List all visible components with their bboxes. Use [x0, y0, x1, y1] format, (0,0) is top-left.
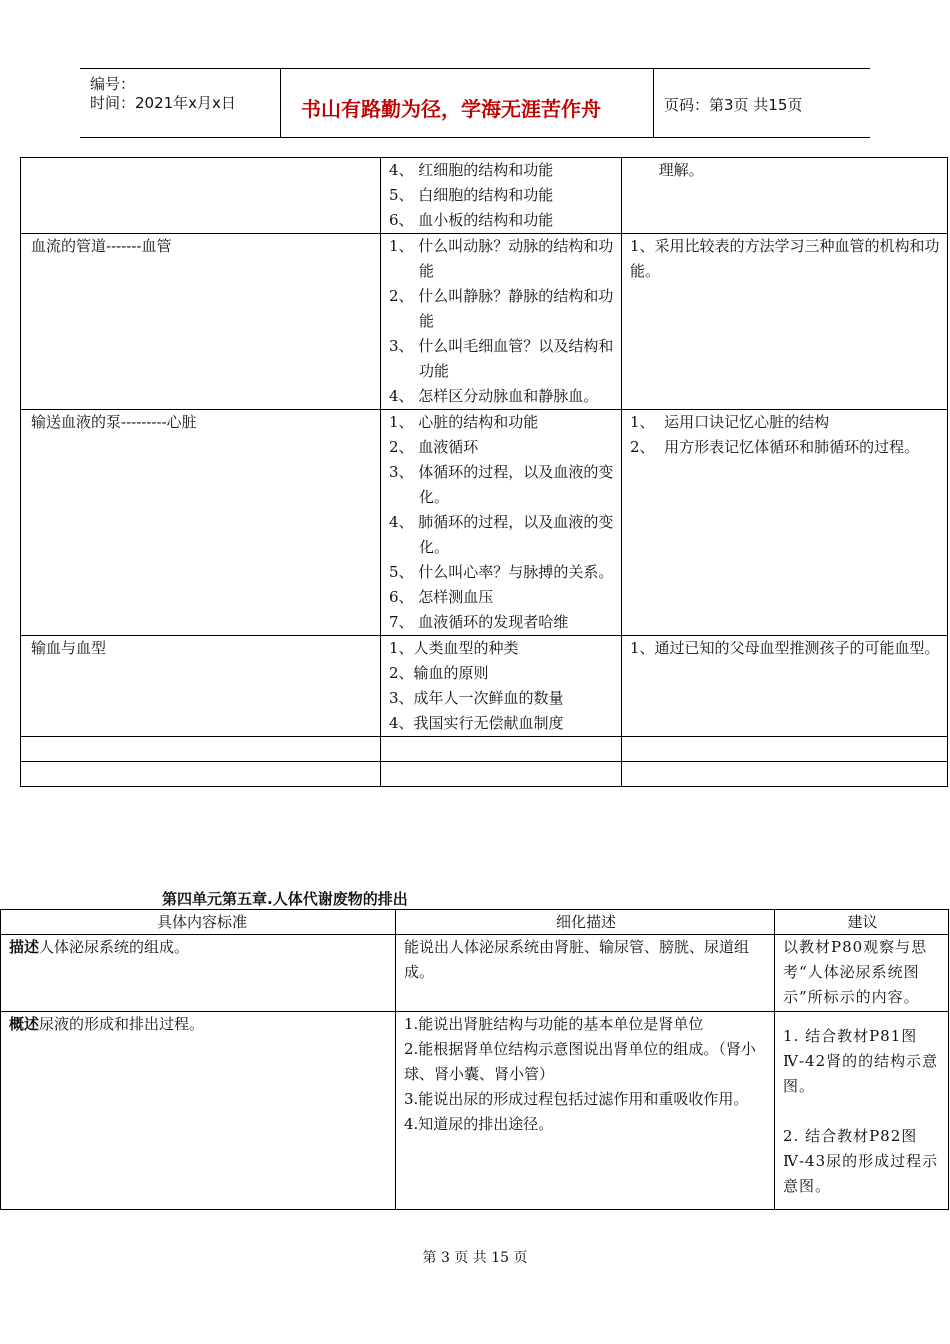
list-item: 6、 怎样测血压 [389, 588, 494, 606]
list-item: 4、 怎样区分动脉血和静脉血。 [389, 387, 599, 405]
suggest-cell [775, 935, 949, 1012]
list-item: 4、 肺循环的过程，以及血液的变化。 [389, 513, 614, 556]
empty-row [21, 762, 948, 787]
list-item: 4、 红细胞的结构和功能 [389, 161, 554, 179]
standard-text: 尿液的形成和排出过程。 [39, 1015, 205, 1033]
list-item: 4、我国实行无偿献血制度 [389, 714, 564, 732]
list-item: 1、 心脏的结构和功能 [389, 413, 539, 431]
items-cell [381, 410, 622, 636]
topic-cell: 血流的管道-------血管 [21, 234, 381, 410]
suggest-cell [622, 636, 948, 737]
topic-cell [21, 158, 381, 234]
list-item: 6、 血小板的结构和功能 [389, 211, 554, 229]
list-item: 5、 白细胞的结构和功能 [389, 186, 554, 204]
description-item: 能说出人体泌尿系统由肾脏、输尿管、膀胱、尿道组成。 [404, 938, 750, 981]
list-item: 1、 什么叫动脉？动脉的结构和功能 [389, 237, 614, 280]
description-item: 4.知道尿的排出途径。 [404, 1115, 554, 1133]
content-table-1 [20, 157, 948, 787]
column-header: 建议 [775, 910, 949, 935]
items-cell [381, 234, 622, 410]
standard-verb: 概述 [9, 1015, 40, 1033]
column-header: 具体内容标准 [1, 910, 396, 935]
table-row [1, 1012, 949, 1210]
page-header [80, 68, 870, 138]
suggest-item: 2. 结合教材P82图Ⅳ-43尿的形成过程示意图。 [783, 1127, 939, 1195]
suggest-item: 1、通过已知的父母血型推测孩子的可能血型。 [630, 639, 940, 657]
empty-cell [622, 737, 948, 762]
serial-label: 编号： [90, 75, 136, 93]
standard-text: 人体泌尿系统的组成。 [39, 938, 190, 956]
list-item: 2、 血液循环 [389, 438, 479, 456]
header-page-cell [654, 69, 870, 137]
empty-cell [21, 762, 381, 787]
empty-cell [622, 762, 948, 787]
list-item: 1、人类血型的种类 [389, 639, 519, 657]
table-row [1, 935, 949, 1012]
items-cell [381, 636, 622, 737]
standard-cell [1, 1012, 396, 1210]
suggest-item: 理解。 [630, 161, 704, 179]
list-item: 7、 血液循环的发现者哈维 [389, 613, 569, 631]
description-item: 2.能根据肾单位结构示意图说出肾单位的组成。（肾小球、肾小囊、肾小管） [404, 1040, 756, 1083]
empty-row [21, 737, 948, 762]
suggest-item: 2、 用方形表记忆体循环和肺循环的过程。 [630, 438, 920, 456]
page-footer: 第 3 页 共 15 页 [422, 1250, 528, 1266]
description-cell [396, 1012, 775, 1210]
topic-cell: 输血与血型 [21, 636, 381, 737]
list-item: 5、 什么叫心率？与脉搏的关系。 [389, 563, 614, 581]
table-row [21, 410, 948, 636]
items-cell [381, 158, 622, 234]
list-item: 3、 体循环的过程，以及血液的变化。 [389, 463, 614, 506]
column-header: 细化描述 [396, 910, 775, 935]
standard-verb: 描述 [9, 938, 40, 956]
content-table-2 [0, 909, 949, 1210]
page-label: 页码：第3页 共15页 [664, 96, 803, 114]
suggest-cell [775, 1012, 949, 1210]
list-item: 2、输血的原则 [389, 664, 489, 682]
empty-cell [381, 737, 622, 762]
description-item: 1.能说出肾脏结构与功能的基本单位是肾单位 [404, 1015, 704, 1033]
suggest-item: 1、采用比较表的方法学习三种血管的机构和功能。 [630, 237, 940, 280]
list-item: 3、成年人一次鲜血的数量 [389, 689, 564, 707]
motto: 书山有路勤为径，学海无涯苦作舟 [301, 97, 601, 121]
suggest-item: 1. 结合教材P81图Ⅳ-42肾的的结构示意图。 [783, 1027, 939, 1095]
time-label: 时间：2021年x月x日 [90, 94, 236, 112]
suggest-cell [622, 234, 948, 410]
list-item: 2、 什么叫静脉？静脉的结构和功能 [389, 287, 614, 330]
empty-cell [381, 762, 622, 787]
description-cell [396, 935, 775, 1012]
table-row [21, 158, 948, 234]
header-motto-cell [281, 69, 654, 137]
standard-cell [1, 935, 396, 1012]
suggest-item: 以教材P80观察与思考“人体泌尿系统图示”所标示的内容。 [783, 938, 928, 1006]
table-row [21, 234, 948, 410]
table-header-row [1, 910, 949, 935]
description-item: 3.能说出尿的形成过程包括过滤作用和重吸收作用。 [404, 1090, 749, 1108]
header-meta [80, 69, 281, 137]
list-item: 3、 什么叫毛细血管？以及结构和功能 [389, 337, 614, 380]
empty-cell [21, 737, 381, 762]
section-title: 第四单元第五章.人体代谢废物的排出 [162, 890, 408, 908]
table-row [21, 636, 948, 737]
suggest-cell [622, 410, 948, 636]
topic-cell: 输送血液的泵---------心脏 [21, 410, 381, 636]
suggest-item: 1、 运用口诀记忆心脏的结构 [630, 413, 830, 431]
suggest-cell [622, 158, 948, 234]
